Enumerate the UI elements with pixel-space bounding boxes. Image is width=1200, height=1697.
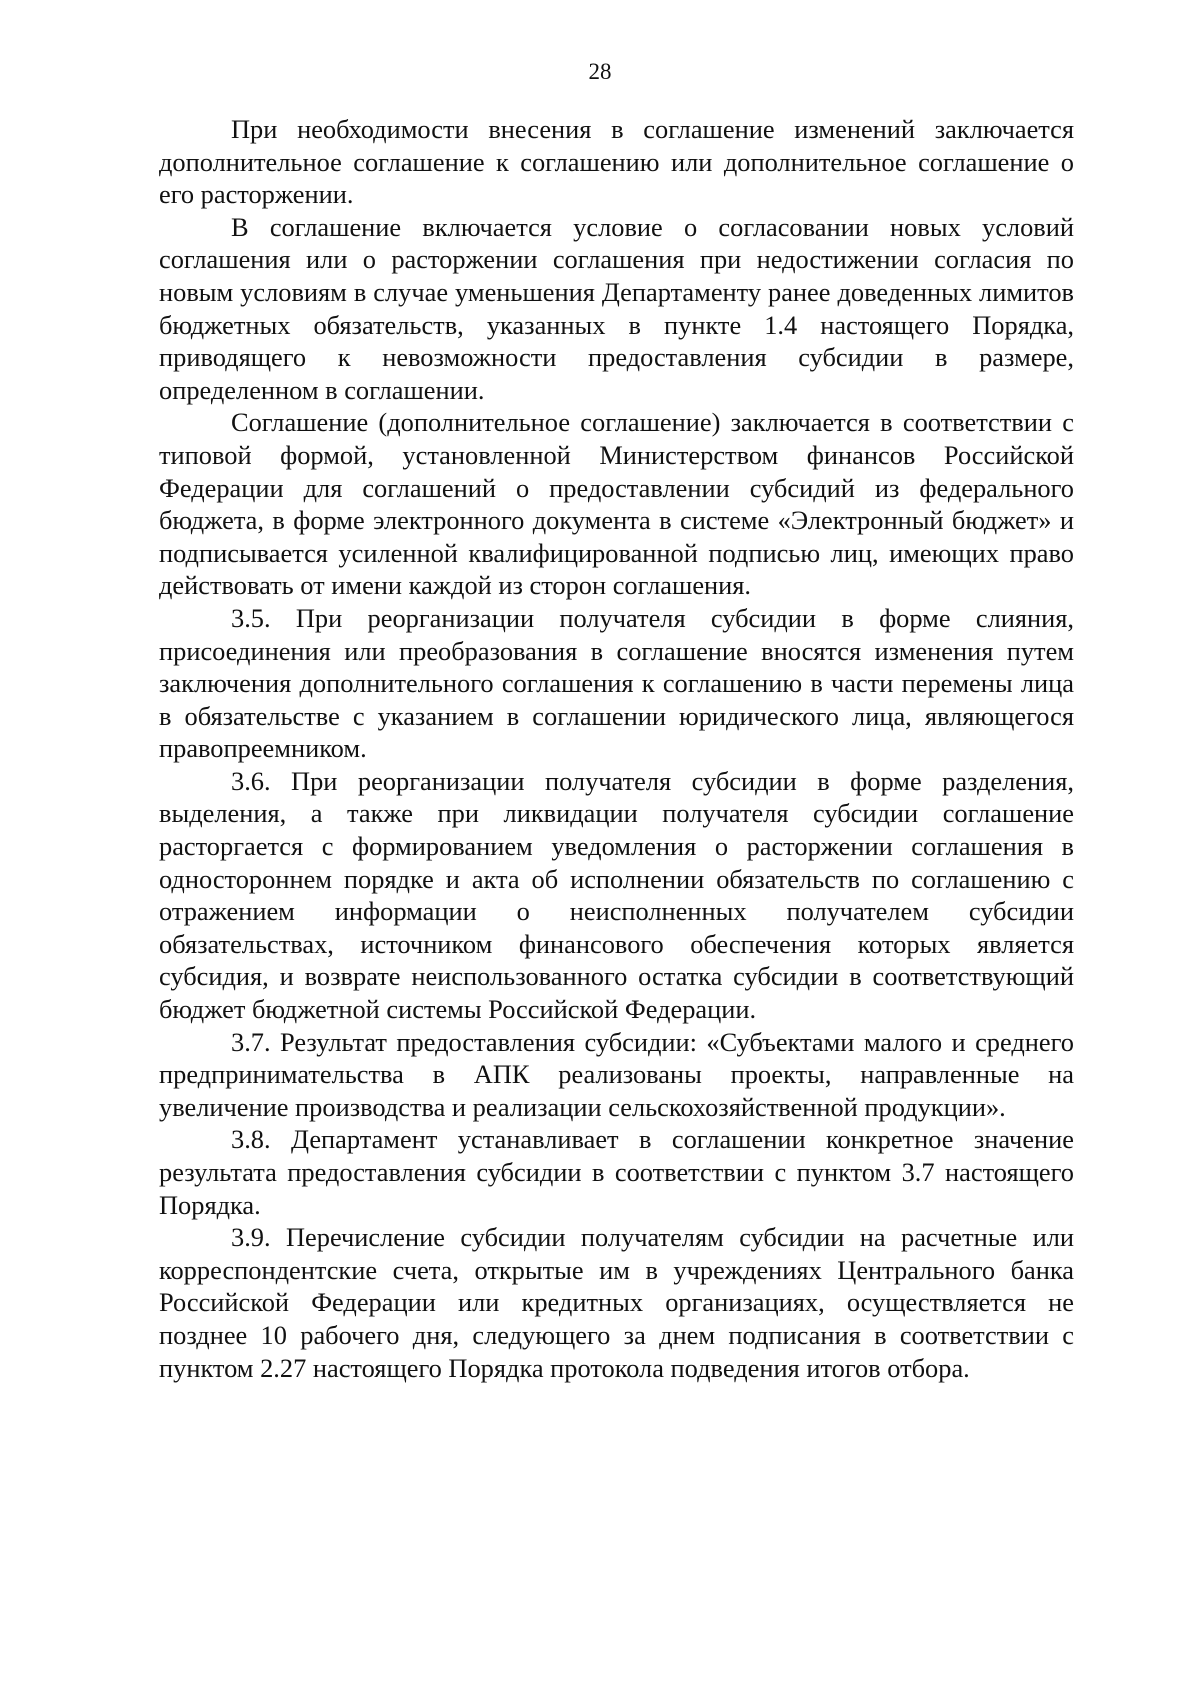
paragraph-3-7-subsidy-result: 3.7. Результат предоставления субсидии: «Субъектами малого и среднего предпринимательства в АПК реализованы проекты, направленные на увеличение производства и реализации сельскохозяйственной продукции». [159,1026,1074,1122]
paragraph-3-6-reorganization-division: 3.6. При реорганизации получателя субсидии в форме разделения, выделения, а также при ликвидации получателя субсидии соглашение расторгается с формированием уведомления о расторжении соглашения в одностороннем порядке и акта об исполнении обязательств по соглашению с отражением информации о неисполненных получателем субсидии обязательствах, источником финансового обеспечения которых является субсидия, и возврате неиспользованного остатка субсидии в соответствующий бюджет бюджетной системы Российской Федерации. [159,765,1074,1025]
paragraph-3-5-reorganization-merger: 3.5. При реорганизации получателя субсидии в форме слияния, присоединения или преобразования в соглашение вносятся изменения путем заключения дополнительного соглашения к соглашению в части перемены лица в обязательстве с указанием в соглашении юридического лица, являющегося правопреемником. [159,602,1074,764]
paragraph-3-8-result-value: 3.8. Департамент устанавливает в соглашении конкретное значение результата предоставления субсидии в соответствии с пунктом 3.7 настоящего Порядка. [159,1124,1074,1220]
paragraph-standard-form: Соглашение (дополнительное соглашение) заключается в соответствии с типовой формой, установленной Министерством финансов Российской Федерации для соглашений о предоставлении субсидий из федерального бюджета, в форме электронного документа в системе «Электронный бюджет» и подписывается усиленной квалифицированной подписью лиц, имеющих право действовать от имени каждой из сторон соглашения. [159,407,1074,601]
page-number: 28 [588,59,612,84]
paragraph-new-conditions: В соглашение включается условие о согласовании новых условий соглашения или о расторжении соглашения при недостижении согласия по новым условиям в случае уменьшения Департаменту ранее доведенных лимитов бюджетных обязательств, указанных в пункте 1.4 настоящего Порядка, приводящего к невозможности предоставления субсидии в размере, определенном в соглашении. [159,211,1074,405]
paragraph-3-9-transfer: 3.9. Перечисление субсидии получателям субсидии на расчетные или корреспондентские счета, открытые им в учреждениях Центрального банка Российской Федерации или кредитных организациях, осуществляется не позднее 10 рабочего дня, следующего за днем подписания в соответствии с пунктом 2.27 настоящего Порядка протокола подведения итогов отбора. [159,1222,1074,1383]
paragraph-amendment-agreement: При необходимости внесения в соглашение изменений заключается дополнительное соглашение к соглашению или дополнительное соглашение о его расторжении. [159,114,1074,210]
document-body [159,113,1074,1384]
